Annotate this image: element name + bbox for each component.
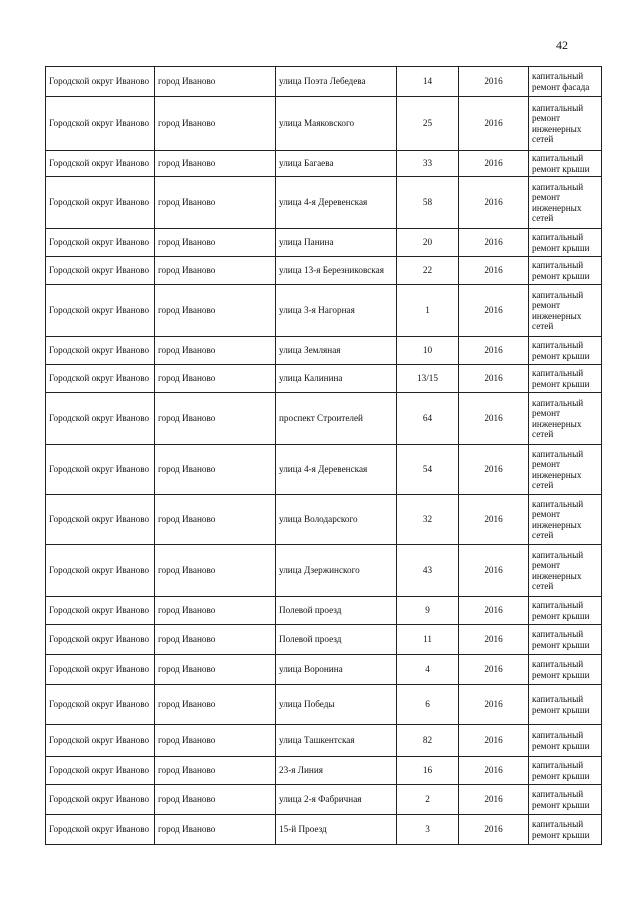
year-cell: 2016 — [459, 285, 529, 337]
district-cell: Городской округ Иваново — [46, 257, 155, 285]
table-row — [46, 151, 602, 177]
city-cell: город Иваново — [155, 285, 276, 337]
year-cell: 2016 — [459, 495, 529, 545]
district-cell: Городской округ Иваново — [46, 757, 155, 785]
year-cell: 2016 — [459, 545, 529, 597]
year-cell: 2016 — [459, 597, 529, 625]
work-type-cell: капитальный ремонт инженерных сетей — [529, 177, 602, 229]
house-number-cell: 10 — [397, 337, 459, 365]
house-number-cell: 9 — [397, 597, 459, 625]
year-cell: 2016 — [459, 725, 529, 757]
housing-repair-table — [45, 66, 602, 845]
house-number-cell: 43 — [397, 545, 459, 597]
table-row — [46, 815, 602, 845]
year-cell: 2016 — [459, 445, 529, 495]
year-cell: 2016 — [459, 229, 529, 257]
year-cell: 2016 — [459, 97, 529, 151]
house-number-cell: 22 — [397, 257, 459, 285]
work-type-cell: капитальный ремонт инженерных сетей — [529, 495, 602, 545]
table-row — [46, 685, 602, 725]
street-cell: улица 4-я Деревенская — [276, 177, 397, 229]
street-cell: улица Маяковского — [276, 97, 397, 151]
table-row — [46, 655, 602, 685]
district-cell: Городской округ Иваново — [46, 445, 155, 495]
street-cell: улица Ташкентская — [276, 725, 397, 757]
street-cell: улица Володарского — [276, 495, 397, 545]
district-cell: Городской округ Иваново — [46, 365, 155, 393]
house-number-cell: 3 — [397, 815, 459, 845]
table-row — [46, 67, 602, 97]
city-cell: город Иваново — [155, 257, 276, 285]
work-type-cell: капитальный ремонт крыши — [529, 337, 602, 365]
year-cell: 2016 — [459, 685, 529, 725]
table-row — [46, 757, 602, 785]
district-cell: Городской округ Иваново — [46, 785, 155, 815]
house-number-cell: 64 — [397, 393, 459, 445]
year-cell: 2016 — [459, 757, 529, 785]
work-type-cell: капитальный ремонт крыши — [529, 151, 602, 177]
street-cell: улица Панина — [276, 229, 397, 257]
house-number-cell: 20 — [397, 229, 459, 257]
city-cell: город Иваново — [155, 625, 276, 655]
work-type-cell: капитальный ремонт крыши — [529, 229, 602, 257]
city-cell: город Иваново — [155, 725, 276, 757]
work-type-cell: капитальный ремонт фасада — [529, 67, 602, 97]
work-type-cell: капитальный ремонт крыши — [529, 725, 602, 757]
house-number-cell: 54 — [397, 445, 459, 495]
work-type-cell: капитальный ремонт крыши — [529, 597, 602, 625]
district-cell: Городской округ Иваново — [46, 229, 155, 257]
table-row — [46, 445, 602, 495]
street-cell: улица Багаева — [276, 151, 397, 177]
year-cell: 2016 — [459, 785, 529, 815]
table-row — [46, 785, 602, 815]
district-cell: Городской округ Иваново — [46, 685, 155, 725]
district-cell: Городской округ Иваново — [46, 97, 155, 151]
house-number-cell: 2 — [397, 785, 459, 815]
district-cell: Городской округ Иваново — [46, 725, 155, 757]
city-cell: город Иваново — [155, 597, 276, 625]
city-cell: город Иваново — [155, 97, 276, 151]
district-cell: Городской округ Иваново — [46, 177, 155, 229]
street-cell: улица 2-я Фабричная — [276, 785, 397, 815]
city-cell: город Иваново — [155, 393, 276, 445]
street-cell: улица Дзержинского — [276, 545, 397, 597]
year-cell: 2016 — [459, 151, 529, 177]
work-type-cell: капитальный ремонт крыши — [529, 685, 602, 725]
street-cell: улица Победы — [276, 685, 397, 725]
house-number-cell: 32 — [397, 495, 459, 545]
city-cell: город Иваново — [155, 445, 276, 495]
city-cell: город Иваново — [155, 685, 276, 725]
house-number-cell: 14 — [397, 67, 459, 97]
work-type-cell: капитальный ремонт крыши — [529, 785, 602, 815]
house-number-cell: 13/15 — [397, 365, 459, 393]
street-cell: улица 3-я Нагорная — [276, 285, 397, 337]
table-row — [46, 495, 602, 545]
table-row — [46, 177, 602, 229]
street-cell: Полевой проезд — [276, 625, 397, 655]
house-number-cell: 11 — [397, 625, 459, 655]
street-cell: улица Воронина — [276, 655, 397, 685]
city-cell: город Иваново — [155, 365, 276, 393]
year-cell: 2016 — [459, 257, 529, 285]
year-cell: 2016 — [459, 625, 529, 655]
district-cell: Городской округ Иваново — [46, 625, 155, 655]
district-cell: Городской округ Иваново — [46, 815, 155, 845]
year-cell: 2016 — [459, 337, 529, 365]
city-cell: город Иваново — [155, 785, 276, 815]
city-cell: город Иваново — [155, 229, 276, 257]
street-cell: 15-й Проезд — [276, 815, 397, 845]
work-type-cell: капитальный ремонт инженерных сетей — [529, 97, 602, 151]
district-cell: Городской округ Иваново — [46, 337, 155, 365]
page-number: 42 — [556, 38, 568, 52]
street-cell: улица Земляная — [276, 337, 397, 365]
district-cell: Городской округ Иваново — [46, 393, 155, 445]
city-cell: город Иваново — [155, 495, 276, 545]
city-cell: город Иваново — [155, 655, 276, 685]
table-row — [46, 625, 602, 655]
table-row — [46, 229, 602, 257]
year-cell: 2016 — [459, 815, 529, 845]
house-number-cell: 1 — [397, 285, 459, 337]
district-cell: Городской округ Иваново — [46, 151, 155, 177]
table-row — [46, 97, 602, 151]
city-cell: город Иваново — [155, 177, 276, 229]
year-cell: 2016 — [459, 365, 529, 393]
city-cell: город Иваново — [155, 151, 276, 177]
city-cell: город Иваново — [155, 67, 276, 97]
table-row — [46, 337, 602, 365]
work-type-cell: капитальный ремонт инженерных сетей — [529, 545, 602, 597]
work-type-cell: капитальный ремонт крыши — [529, 625, 602, 655]
table-row — [46, 597, 602, 625]
year-cell: 2016 — [459, 655, 529, 685]
district-cell: Городской округ Иваново — [46, 655, 155, 685]
work-type-cell: капитальный ремонт крыши — [529, 257, 602, 285]
street-cell: 23-я Линия — [276, 757, 397, 785]
work-type-cell: капитальный ремонт инженерных сетей — [529, 393, 602, 445]
house-number-cell: 6 — [397, 685, 459, 725]
city-cell: город Иваново — [155, 815, 276, 845]
house-number-cell: 4 — [397, 655, 459, 685]
work-type-cell: капитальный ремонт крыши — [529, 815, 602, 845]
house-number-cell: 82 — [397, 725, 459, 757]
table-row — [46, 393, 602, 445]
work-type-cell: капитальный ремонт крыши — [529, 757, 602, 785]
table-row — [46, 365, 602, 393]
year-cell: 2016 — [459, 177, 529, 229]
table-row — [46, 725, 602, 757]
table-row — [46, 285, 602, 337]
table-body — [46, 67, 602, 845]
work-type-cell: капитальный ремонт инженерных сетей — [529, 285, 602, 337]
city-cell: город Иваново — [155, 545, 276, 597]
district-cell: Городской округ Иваново — [46, 285, 155, 337]
street-cell: улица 4-я Деревенская — [276, 445, 397, 495]
district-cell: Городской округ Иваново — [46, 597, 155, 625]
street-cell: Полевой проезд — [276, 597, 397, 625]
year-cell: 2016 — [459, 67, 529, 97]
house-number-cell: 16 — [397, 757, 459, 785]
district-cell: Городской округ Иваново — [46, 545, 155, 597]
work-type-cell: капитальный ремонт крыши — [529, 365, 602, 393]
work-type-cell: капитальный ремонт инженерных сетей — [529, 445, 602, 495]
table-row — [46, 545, 602, 597]
house-number-cell: 58 — [397, 177, 459, 229]
house-number-cell: 25 — [397, 97, 459, 151]
year-cell: 2016 — [459, 393, 529, 445]
table-row — [46, 257, 602, 285]
city-cell: город Иваново — [155, 337, 276, 365]
street-cell: улица 13-я Березниковская — [276, 257, 397, 285]
house-number-cell: 33 — [397, 151, 459, 177]
district-cell: Городской округ Иваново — [46, 67, 155, 97]
street-cell: проспект Строителей — [276, 393, 397, 445]
street-cell: улица Калинина — [276, 365, 397, 393]
district-cell: Городской округ Иваново — [46, 495, 155, 545]
street-cell: улица Поэта Лебедева — [276, 67, 397, 97]
work-type-cell: капитальный ремонт крыши — [529, 655, 602, 685]
city-cell: город Иваново — [155, 757, 276, 785]
